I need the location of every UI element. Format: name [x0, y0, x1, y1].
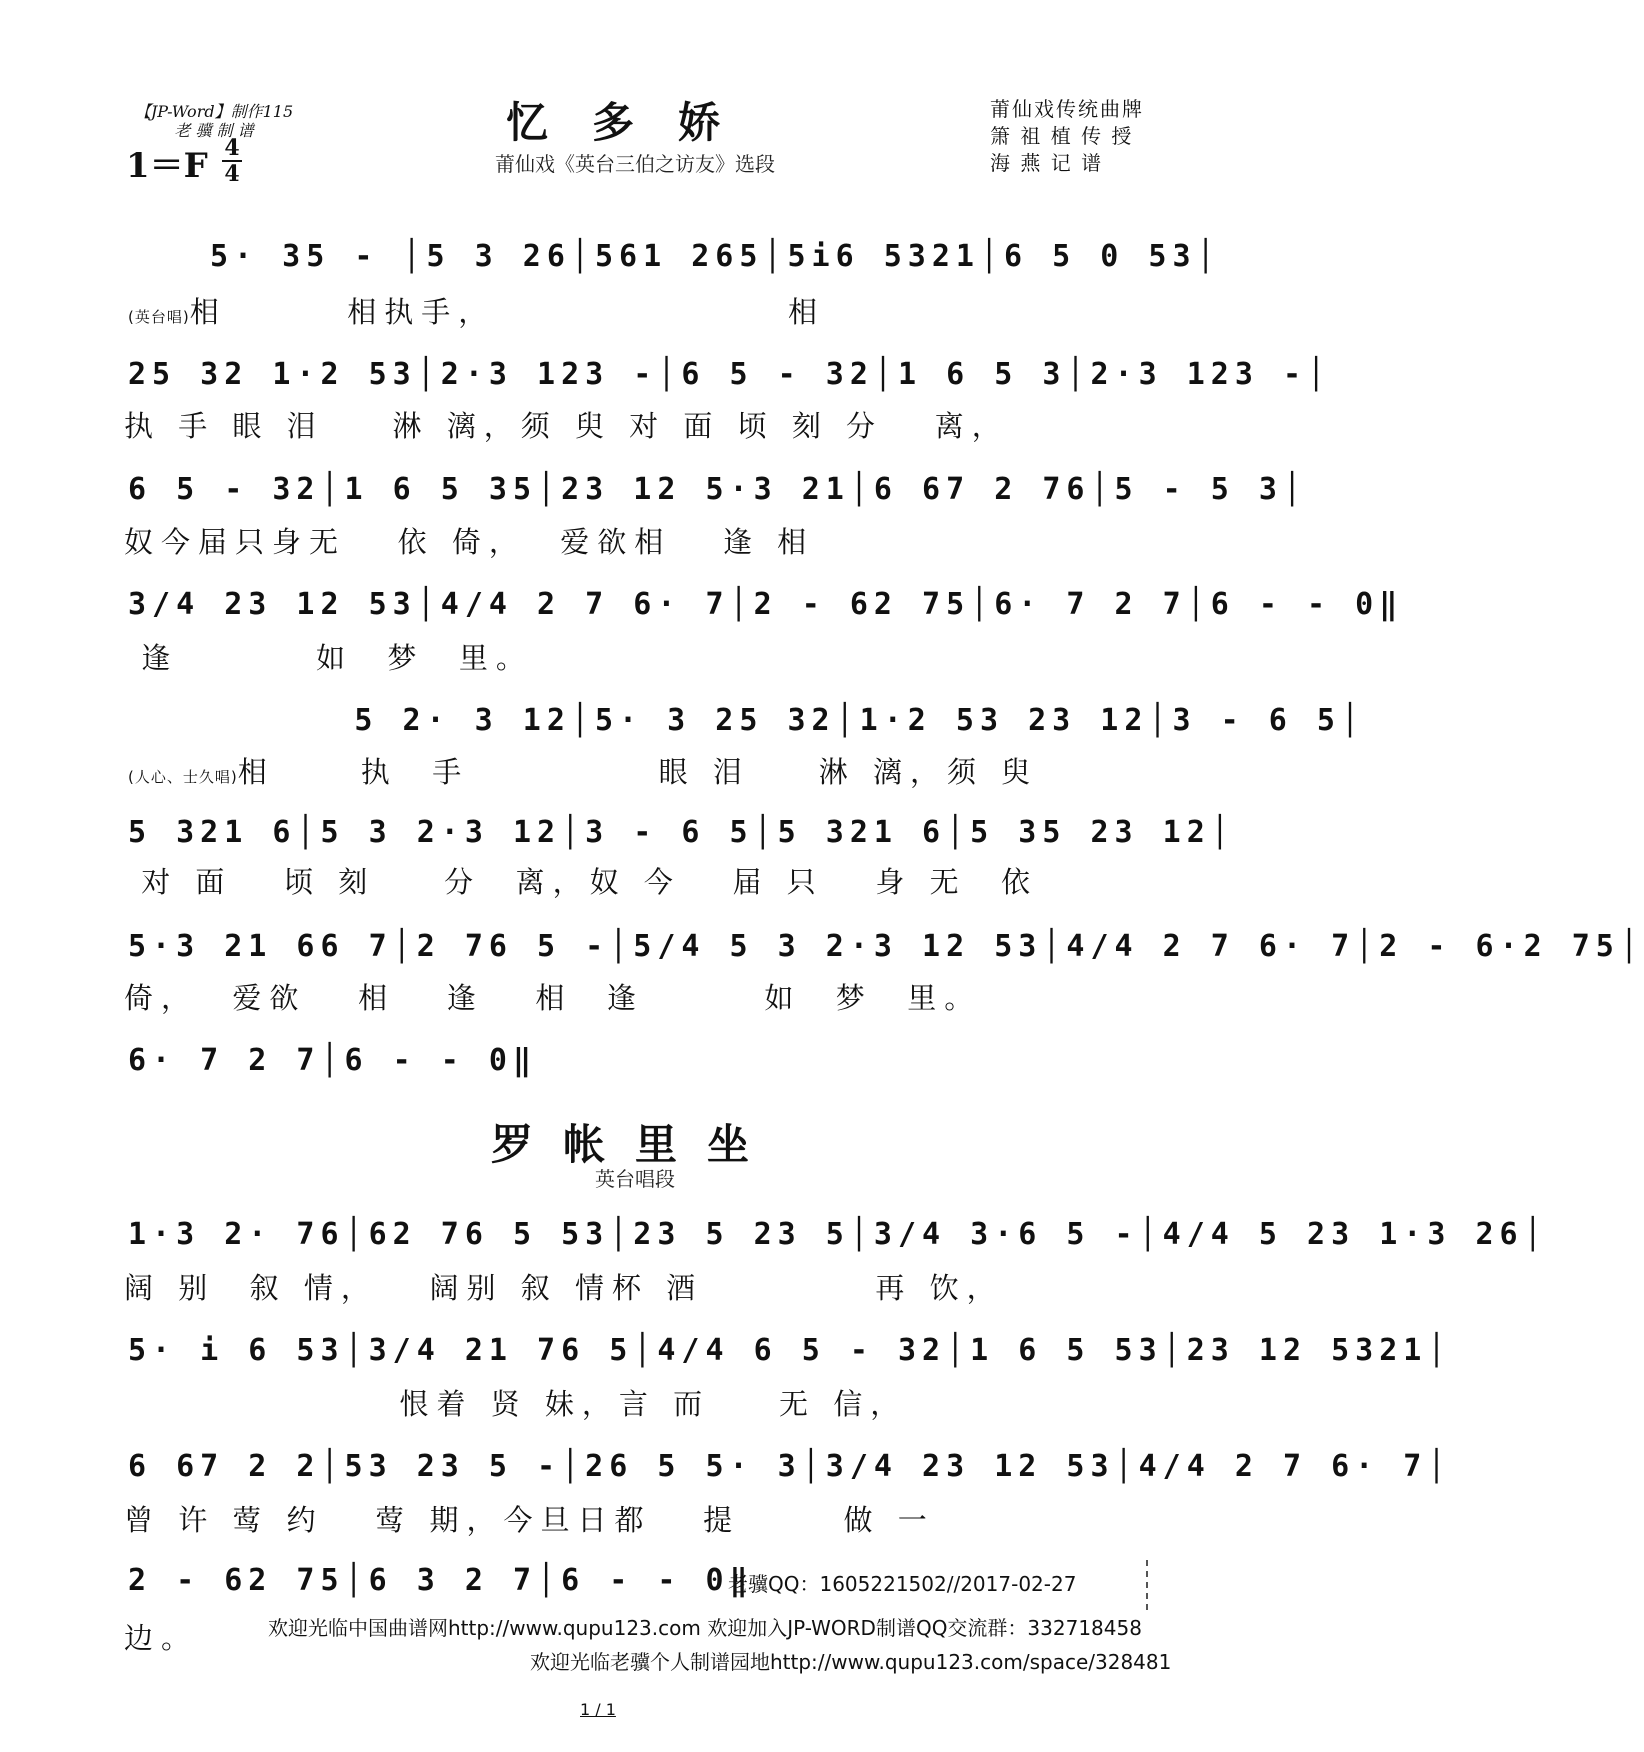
page-subtitle: 莆仙戏《英台三伯之访友》选段: [495, 152, 775, 176]
song2-lyric-row-1: 阔 别 叙 情， 阔别 叙 情杯 酒 再 饮，: [124, 1271, 1004, 1305]
dashed-divider: [1146, 1560, 1148, 1610]
song2-notation-row-3: 6 67 2 2│53 23 5 -│26 5 5· 3│3/4 23 12 53│4/4 2 7 6· 7│: [128, 1449, 1452, 1484]
credit-left-line-2: 老 骥 制 谱: [174, 121, 254, 140]
song2-subtitle: 英台唱段: [595, 1167, 675, 1191]
song1-notation-row-8: 6· 7 2 7│6 - - 0‖: [128, 1043, 538, 1078]
song2-title: 罗帐里坐: [490, 1120, 779, 1169]
song1-notation-row-7: 5·3 21 66 7│2 76 5 -│5/4 5 3 2·3 12 53│4/4 2 7 6· 7│2 - 6·2 75│: [128, 929, 1644, 964]
time-signature-bottom: 4: [222, 160, 242, 186]
song2-lyric-row-4: 边。: [124, 1621, 199, 1655]
credit-right-line-1: 莆仙戏传统曲牌: [990, 97, 1144, 121]
singer-label: (英台唱): [128, 308, 190, 326]
song1-lyric-row-7: 倚， 爱欲 相 逢 相 逢 如 梦 里。: [124, 981, 982, 1015]
page-title: 忆多娇: [505, 98, 764, 147]
singer-label: (人心、士久唱): [128, 768, 238, 786]
qq-credit: 老骥QQ：1605221502//2017-02-27: [728, 1572, 1077, 1596]
song1-lyric-row-1: [128, 292, 1168, 332]
song1-notation-row-4: 3/4 23 12 53│4/4 2 7 6· 7│2 - 62 75│6· 7 2 7│6 - - 0‖: [128, 587, 1404, 622]
song2-notation-row-2: 5· i 6 53│3/4 21 76 5│4/4 6 5 - 32│1 6 5 53│23 12 5321│: [128, 1333, 1452, 1368]
credit-right: [990, 96, 1144, 177]
song1-notation-row-3: 6 5 - 32│1 6 5 35│23 12 5·3 21│6 67 2 76│5 - 5 3│: [128, 472, 1308, 507]
song2-lyric-row-2: 恨着 贤 妹，言 而 无 信，: [124, 1387, 908, 1421]
song1-lyric-row-4: 逢 如 梦 里。: [124, 641, 533, 675]
credit-left-line-1: 【JP-Word】制作115: [134, 102, 294, 121]
credit-left: [128, 102, 300, 140]
song1-lyric-row-5: [128, 752, 1168, 792]
song2-notation-row-1: 1·3 2· 76│62 76 5 53│23 5 23 5│3/4 3·6 5 -│4/4 5 23 1·3 26│: [128, 1217, 1548, 1252]
lyric-text: 相 执 手 眼 泪 淋 漓，须 臾: [237, 755, 1039, 789]
page-number: 1 / 1: [580, 1700, 616, 1719]
song1-notation-row-5: 5 2· 3 12│5· 3 25 32│1·2 53 23 12│3 - 6 5│: [210, 703, 1365, 738]
song2-lyric-row-3: 曾 许 莺 约 莺 期，今旦日都 提 做 一: [124, 1503, 935, 1537]
lyric-text: 相 相执手， 相: [189, 295, 825, 329]
song1-lyric-row-6: 对 面 顷 刻 分 离，奴 今 届 只 身 无 依: [124, 865, 1039, 899]
song1-lyric-row-2: 执 手 眼 泪 淋 漓，须 臾 对 面 顷 刻 分 离，: [124, 409, 1009, 443]
credit-right-line-3: 海 燕 记 谱: [990, 151, 1104, 175]
key-signature: 1＝F: [126, 146, 208, 186]
song2-notation-row-4: 2 - 62 75│6 3 2 7│6 - - 0‖: [128, 1563, 754, 1598]
song1-notation-row-1: 5· 35 - │5 3 26│561 265│5i6 5321│6 5 0 53│: [210, 239, 1221, 274]
time-signature-top: 4: [224, 135, 240, 161]
time-signature: [222, 136, 242, 186]
footer-line-2: 欢迎光临老骥个人制谱园地http://www.qupu123.com/space/328481: [530, 1650, 1172, 1674]
song1-notation-row-2: 25 32 1·2 53│2·3 123 -│6 5 - 32│1 6 5 3│2·3 123 -│: [128, 357, 1332, 392]
song1-lyric-row-3: 奴今届只身无 依 倚， 爱欲相 逢 相: [124, 525, 815, 559]
footer-line-1: 欢迎光临中国曲谱网http://www.qupu123.com 欢迎加入JP-WORD制谱QQ交流群：332718458: [268, 1616, 1142, 1640]
credit-right-line-2: 箫 祖 植 传 授: [990, 124, 1134, 148]
song1-notation-row-6: 5 321 6│5 3 2·3 12│3 - 6 5│5 321 6│5 35 23 12│: [128, 815, 1235, 850]
